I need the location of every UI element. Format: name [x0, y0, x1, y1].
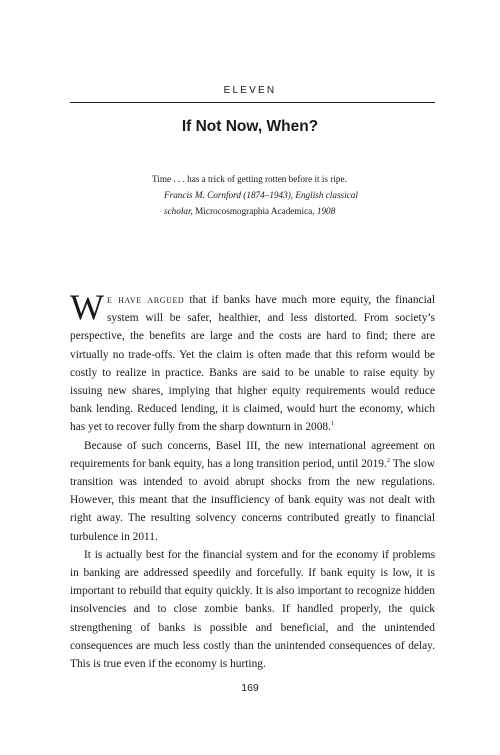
epigraph-work: Microcosmographia Academica,: [192, 206, 317, 216]
chapter-title: If Not Now, When?: [181, 118, 319, 135]
body-text: [70, 287, 435, 673]
page-number: 169: [241, 682, 259, 694]
epigraph-author-text: Francis M. Cornford (1874–1943), English classical: [164, 190, 358, 200]
paragraph-1-text: that if banks have much more equity, the financial system will be safer, healthier, and less distorted. From society’s perspective, the benefits are large and the costs are hard to find; there are virtually no trade-offs. Yet the claim is often made that this reform would be costly to realize in practice. Banks are said to be unable to raise equity by issuing new shares, implying that higher equity requirements would reduce bank lending. Reduced lending, it is claimed, would hurt the economy, which has yet to recover fully from the sharp downturn in 2008.: [70, 294, 435, 434]
epigraph-year: 1908: [316, 206, 336, 216]
epigraph-scholar: scholar,: [164, 206, 193, 216]
paragraph-1: [70, 287, 435, 437]
opening-smallcaps: e have argued: [106, 294, 185, 306]
paragraph-3: [70, 546, 435, 673]
paragraph-2-text-b: The slow transition was intended to avoid abrupt shocks from the new regulations. However, this meant that the insufficiency of bank equity was not dealt with right away. The resulting solvency concerns contributed greatly to financial turbulence in 2011.: [70, 457, 435, 543]
footnote-ref-2[interactable]: 2: [386, 457, 391, 465]
drop-cap: W: [70, 287, 104, 327]
chapter-number: ELEVEN: [223, 85, 277, 96]
epigraph: [152, 171, 442, 219]
epigraph-source: [152, 203, 442, 219]
header-rule: [70, 102, 435, 103]
paragraph-2-text-a: Because of such concerns, Basel III, the new international agreement on requirements for bank equity, has a long transition period, until 2019.: [70, 439, 435, 470]
epigraph-quote: Time . . . has a trick of getting rotten before it is ripe.: [152, 174, 347, 184]
epigraph-author: [152, 187, 442, 203]
footnote-ref-1[interactable]: 1: [330, 420, 335, 428]
paragraph-3-text: It is actually best for the financial system and for the economy if problems in banking are addressed speedily and forcefully. If bank equity is low, it is important to rebuild that equity quickly. It is also important to recognize hidden insolvencies and to close zombie banks. If handled properly, the quick strengthening of banks is possible and beneficial, and the unintended consequences are much less costly than the unintended consequences of delay. This is true even if the economy is hurting.: [70, 548, 435, 671]
paragraph-2: [70, 437, 435, 546]
